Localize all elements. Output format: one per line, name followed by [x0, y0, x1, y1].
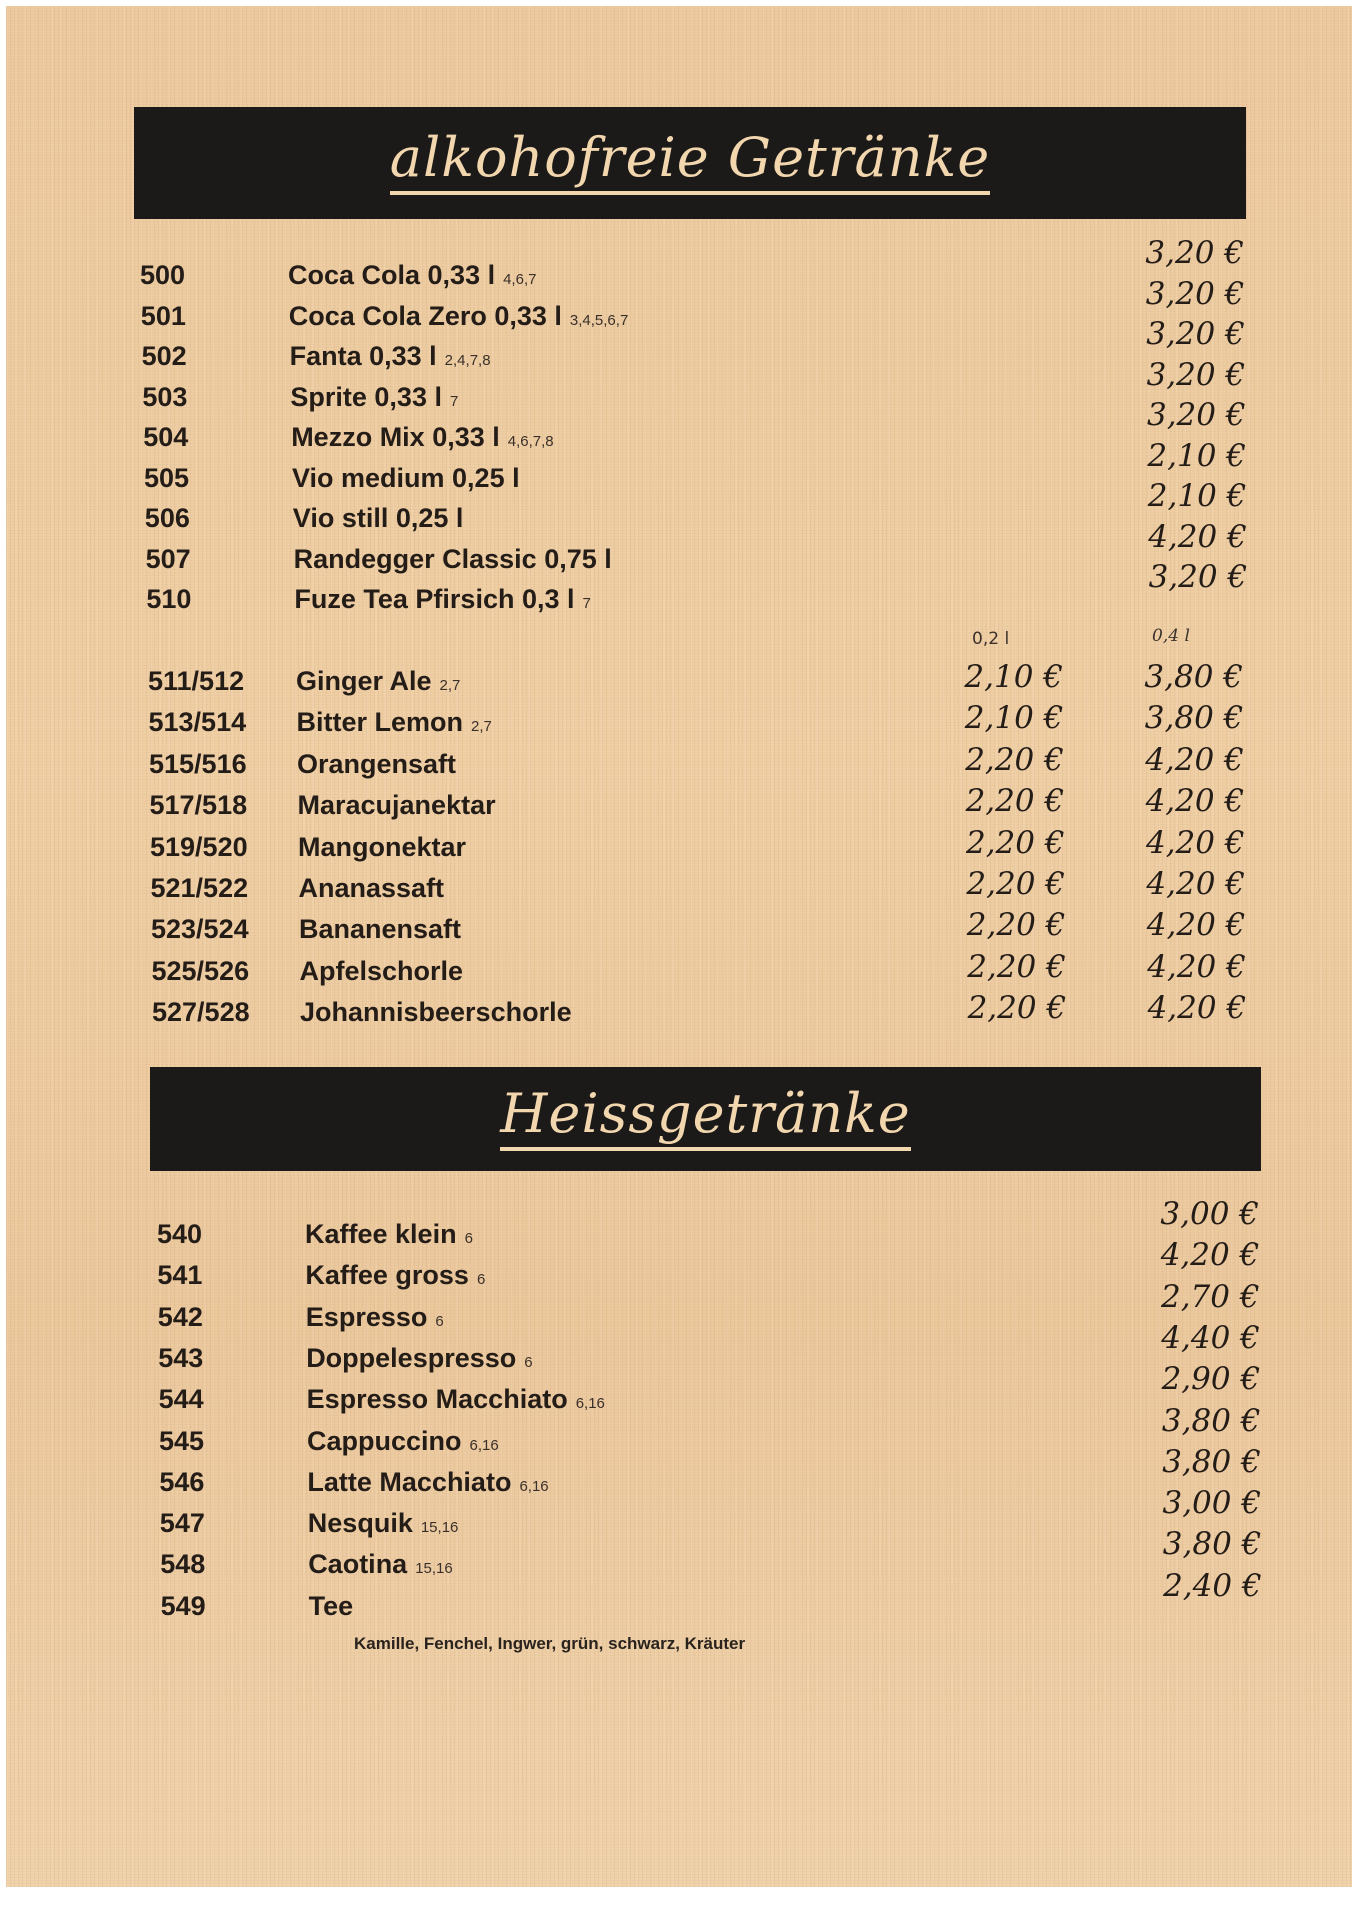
- item-price-small: 2,20 €: [965, 824, 1065, 861]
- allergen-codes: 6: [464, 1230, 473, 1247]
- section-title: Heissgetränke: [500, 1087, 910, 1151]
- item-name-text: Latte Macchiato: [307, 1466, 512, 1497]
- item-name: [288, 262, 536, 289]
- item-name-text: Bananensaft: [299, 914, 462, 945]
- allergen-codes: 2,7: [471, 718, 492, 736]
- item-price: 3,20 €: [1145, 235, 1244, 271]
- item-code: 547: [159, 1508, 205, 1539]
- item-name-text: Maracujanektar: [297, 790, 496, 821]
- item-name: [298, 831, 474, 862]
- item-price-small: 2,10 €: [964, 659, 1063, 695]
- item-code: 544: [158, 1384, 204, 1415]
- item-price: 3,20 €: [1148, 559, 1248, 595]
- item-name-text: Bitter Lemon: [296, 707, 464, 738]
- item-price-large: 4,20 €: [1145, 824, 1245, 861]
- item-code: 502: [141, 341, 187, 371]
- section-title: alkohofreie Getränke: [390, 131, 990, 195]
- section-banner-hot-drinks: [150, 1067, 1261, 1171]
- item-name: [299, 916, 469, 943]
- item-name-text: Espresso Macchiato: [306, 1384, 568, 1415]
- item-name: [299, 955, 472, 986]
- item-name: [307, 1466, 549, 1497]
- item-name-text: Mezzo Mix 0,33 l: [291, 422, 500, 452]
- item-price: 2,40 €: [1163, 1567, 1262, 1604]
- item-name-text: Caotina: [308, 1549, 408, 1580]
- item-name-text: Randegger Classic 0,75 l: [293, 543, 612, 574]
- allergen-codes: 2,4,7,8: [444, 352, 491, 369]
- item-price: 2,10 €: [1147, 478, 1247, 514]
- item-price: 4,20 €: [1148, 518, 1247, 555]
- item-name-text: Orangensaft: [297, 748, 457, 779]
- allergen-codes: 4,6,7,8: [507, 433, 554, 450]
- item-price: 2,10 €: [1147, 437, 1246, 474]
- section-banner-cold-drinks: [134, 107, 1246, 219]
- item-price: 2,70 €: [1160, 1278, 1260, 1315]
- item-name: [306, 1342, 533, 1373]
- item-name-text: Johannisbeerschorle: [300, 997, 572, 1028]
- item-code: 504: [143, 422, 189, 452]
- item-name: [305, 1262, 485, 1289]
- item-code: 507: [145, 543, 191, 574]
- allergen-codes: 6: [435, 1312, 444, 1330]
- item-name: [290, 381, 459, 412]
- item-price-large: 4,20 €: [1146, 907, 1246, 944]
- item-name: [288, 300, 629, 331]
- item-code: 527/528: [152, 997, 250, 1028]
- allergen-codes: 15,16: [415, 1560, 453, 1578]
- item-name: [305, 1301, 444, 1332]
- size-label-large: 0,4 l: [1152, 626, 1190, 646]
- allergen-codes: 6: [476, 1271, 486, 1289]
- item-price-large: 4,20 €: [1147, 948, 1246, 985]
- item-code: 513/514: [148, 707, 247, 738]
- item-code: 503: [142, 381, 188, 412]
- item-name-text: Tee: [308, 1590, 354, 1621]
- item-name: [308, 1551, 453, 1578]
- item-code: 540: [157, 1219, 203, 1249]
- item-name-text: Coca Cola Zero 0,33 l: [288, 300, 562, 331]
- allergen-codes: 15,16: [420, 1519, 459, 1537]
- item-price: 3,80 €: [1162, 1526, 1262, 1563]
- item-name: [305, 1221, 473, 1248]
- item-code: 515/516: [149, 748, 247, 779]
- allergen-codes: 2,7: [439, 677, 461, 694]
- allergen-codes: 7: [449, 392, 459, 410]
- item-price: 4,40 €: [1161, 1319, 1260, 1356]
- item-name-text: Doppelespresso: [306, 1342, 517, 1373]
- item-price: 3,80 €: [1161, 1402, 1261, 1439]
- item-code: 546: [159, 1466, 205, 1497]
- item-name-text: Apfelschorle: [299, 955, 464, 986]
- allergen-codes: 7: [582, 595, 591, 612]
- item-code: 506: [144, 503, 190, 533]
- item-name: [298, 792, 504, 819]
- item-code: 545: [159, 1425, 205, 1456]
- item-code: 543: [158, 1342, 204, 1373]
- item-name-text: Ginger Ale: [296, 666, 432, 696]
- item-price-small: 2,20 €: [966, 866, 1065, 902]
- item-name: [307, 1425, 499, 1456]
- item-price: 3,20 €: [1146, 397, 1246, 433]
- allergen-codes: 3,4,5,6,7: [569, 311, 629, 329]
- item-name: [293, 543, 620, 574]
- item-name-text: Fuze Tea Pfirsich 0,3 l: [294, 584, 575, 614]
- item-code: 525/526: [151, 955, 250, 986]
- item-price: 3,00 €: [1162, 1485, 1262, 1522]
- item-code: 505: [144, 462, 190, 493]
- item-price: 3,00 €: [1160, 1196, 1259, 1232]
- item-name-text: Ananassaft: [298, 873, 445, 903]
- item-price: 3,80 €: [1162, 1443, 1261, 1480]
- item-name: [291, 424, 553, 451]
- item-price: 3,20 €: [1146, 316, 1245, 352]
- item-code: 501: [140, 300, 186, 331]
- tea-varieties-note: Kamille, Fenchel, Ingwer, grün, schwarz, Kräuter: [354, 1634, 746, 1653]
- item-name: [297, 709, 492, 736]
- item-name-text: Nesquik: [307, 1508, 413, 1539]
- item-name-text: Cappuccino: [307, 1425, 462, 1456]
- item-price-small: 2,10 €: [964, 700, 1064, 737]
- item-name: [292, 462, 528, 493]
- allergen-codes: 6,16: [469, 1436, 499, 1454]
- item-price-small: 2,20 €: [965, 741, 1064, 778]
- item-name: [300, 999, 580, 1026]
- item-code: 500: [140, 260, 186, 290]
- menu-page: [6, 6, 1352, 1887]
- item-price-small: 2,20 €: [967, 990, 1067, 1027]
- item-price: 2,90 €: [1161, 1361, 1261, 1398]
- item-code: 517/518: [149, 790, 248, 821]
- item-name: [293, 505, 472, 532]
- size-label-small: 0,2 l: [972, 629, 1010, 649]
- allergen-codes: 6,16: [575, 1395, 605, 1413]
- item-name-text: Fanta 0,33 l: [289, 341, 437, 371]
- item-name-text: Coca Cola 0,33 l: [288, 260, 496, 290]
- item-price-large: 4,20 €: [1145, 783, 1245, 820]
- item-name-text: Mangonektar: [298, 831, 467, 862]
- item-name-text: Espresso: [305, 1301, 428, 1332]
- item-price-small: 2,20 €: [967, 948, 1066, 985]
- item-code: 510: [146, 584, 192, 614]
- allergen-codes: 6: [524, 1353, 533, 1371]
- item-price-large: 4,20 €: [1146, 866, 1245, 902]
- item-name-text: Vio medium 0,25 l: [292, 462, 520, 493]
- allergen-codes: 6,16: [519, 1477, 549, 1495]
- item-code: 511/512: [148, 666, 245, 696]
- item-price: 4,20 €: [1160, 1237, 1260, 1274]
- item-code: 541: [157, 1260, 203, 1291]
- item-price-small: 2,20 €: [966, 907, 1066, 944]
- item-name: [299, 875, 453, 902]
- item-price-small: 2,20 €: [965, 783, 1065, 820]
- item-name-text: Vio still 0,25 l: [292, 503, 464, 533]
- item-price: 3,20 €: [1145, 275, 1245, 312]
- item-price-large: 3,80 €: [1144, 700, 1244, 737]
- item-code: 542: [157, 1301, 203, 1332]
- item-code: 548: [160, 1549, 206, 1580]
- item-price-large: 4,20 €: [1147, 990, 1247, 1027]
- item-name-text: Kaffee gross: [305, 1260, 469, 1291]
- item-name: [290, 343, 491, 370]
- item-code: 521/522: [150, 873, 249, 903]
- item-price: 3,20 €: [1146, 356, 1246, 393]
- item-price-large: 4,20 €: [1145, 741, 1244, 778]
- item-code: 523/524: [151, 914, 249, 945]
- item-name: [296, 668, 460, 695]
- item-code: 549: [160, 1590, 206, 1621]
- item-name: [308, 1510, 459, 1537]
- item-price-large: 3,80 €: [1144, 659, 1243, 695]
- item-name: [294, 586, 590, 613]
- item-name: [308, 1590, 362, 1621]
- item-name-text: Sprite 0,33 l: [290, 381, 442, 412]
- item-name: [297, 748, 464, 779]
- item-name: [307, 1386, 605, 1413]
- allergen-codes: 4,6,7: [503, 271, 537, 288]
- item-code: 519/520: [150, 831, 248, 862]
- item-name-text: Kaffee klein: [305, 1219, 457, 1249]
